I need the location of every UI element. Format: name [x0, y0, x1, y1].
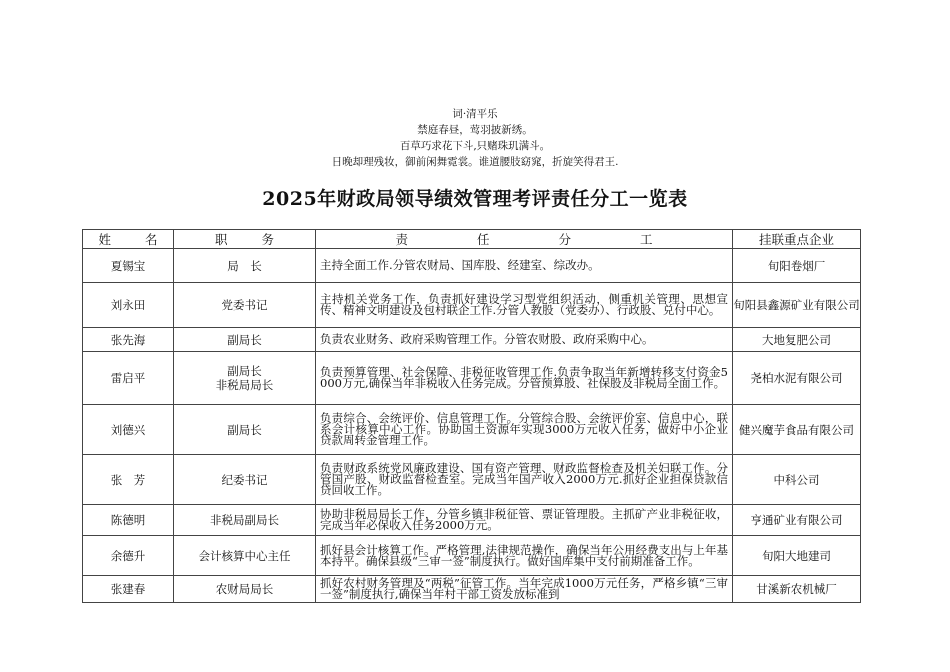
cell-duty: 抓好农村财务管理及“两税”征管工作。当年完成1000万元任务，严格乡镇“三审一签”制度执行,确保当年村干部工资发放标准到 [316, 576, 733, 603]
cell-enterprise: 大地复肥公司 [733, 328, 861, 352]
cell-duty: 协助非税局局长工作，分管乡镇非税征管、票证管理股。主抓矿产业非税征收，完成当年必保收入任务2000万元。 [316, 505, 733, 536]
poem-line: 百草巧求花下斗,只赌珠玑满斗。 [399, 140, 551, 152]
header-position: 职 务 [174, 230, 316, 249]
cell-position: 农财局局长 [174, 576, 316, 603]
cell-enterprise: 尧柏水泥有限公司 [733, 352, 861, 405]
poem-block [0, 106, 950, 170]
table-row [83, 328, 861, 352]
cell-name: 余德升 [83, 536, 174, 576]
table-row [83, 536, 861, 576]
cell-enterprise: 旬阳县鑫源矿业有限公司 [733, 283, 861, 328]
header-enterprise: 挂联重点企业 [733, 230, 861, 249]
cell-duty: 抓好县会计核算工作。严格管理,法律规范操作，确保当年公用经费支出与上年基本持平。确保县级“三审一签”制度执行。做好国库集中支付前期准备工作。 [316, 536, 733, 576]
cell-duty: 负责农业财务、政府采购管理工作。分管农财股、政府采购中心。 [316, 328, 733, 352]
cell-enterprise: 健兴魔芋食品有限公司 [733, 405, 861, 455]
cell-position: 会计核算中心主任 [174, 536, 316, 576]
cell-position: 副局长 非税局局长 [174, 352, 316, 405]
poem-title: 词·清平乐 [452, 108, 498, 120]
cell-enterprise: 中科公司 [733, 455, 861, 505]
cell-name: 刘永田 [83, 283, 174, 328]
cell-enterprise: 旬阳大地建司 [733, 536, 861, 576]
poem-line: 禁庭春昼，莺羽披新绣。 [417, 124, 533, 136]
cell-duty: 负责综合、会统评价、信息管理工作。分管综合股、会统评价室、信息中心，联系会计核算中心工作。协助国土资源年实现3000万元收入任务，做好中小企业贷款周转金管理工作。 [316, 405, 733, 455]
cell-name: 张 芳 [83, 455, 174, 505]
poem-line: 日晚却理残妆，御前闲舞霓裳。谁道腰肢窈窕，折旋笑得君王. [331, 156, 619, 168]
cell-enterprise: 亨通矿业有限公司 [733, 505, 861, 536]
cell-duty: 主持机关党务工作，负责抓好建设学习型党组织活动，侧重机关管理、思想宣传、精神文明建设及包村联企工作.分管人教股（党委办）、行政股、兑付中心。 [316, 283, 733, 328]
document-title: 2025年财政局领导绩效管理考评责任分工一览表 [262, 188, 688, 210]
cell-position: 副局长 [174, 328, 316, 352]
cell-name: 刘德兴 [83, 405, 174, 455]
cell-position: 局 长 [174, 249, 316, 283]
cell-name: 张建春 [83, 576, 174, 603]
cell-duty: 负责财政系统党风廉政建设、国有资产管理、财政监督检查及机关妇联工作。分管国产股、财政监督检查室。完成当年国产收入2000万元.抓好企业担保贷款信贷回收工作。 [316, 455, 733, 505]
table-row [83, 576, 861, 603]
header-duty: 责 任 分 工 [316, 230, 733, 249]
cell-name: 夏锡宝 [83, 249, 174, 283]
header-name: 姓 名 [83, 230, 174, 249]
cell-name: 雷启平 [83, 352, 174, 405]
cell-position: 副局长 [174, 405, 316, 455]
cell-duty: 负责预算管理、社会保障、非税征收管理工作.负责争取当年新增转移支付资金5000万元,确保当年非税收入任务完成。分管预算股、社保股及非税局全面工作。 [316, 352, 733, 405]
cell-position: 纪委书记 [174, 455, 316, 505]
table-row [83, 405, 861, 455]
table-row [83, 283, 861, 328]
table-row [83, 249, 861, 283]
cell-duty: 主持全面工作.分管农财局、国库股、经建室、综改办。 [316, 249, 733, 283]
cell-enterprise: 旬阳卷烟厂 [733, 249, 861, 283]
cell-enterprise: 甘溪新农机械厂 [733, 576, 861, 603]
responsibility-table [82, 229, 861, 603]
cell-name: 张先海 [83, 328, 174, 352]
table-row [83, 505, 861, 536]
table-row [83, 352, 861, 405]
table-row [83, 455, 861, 505]
cell-position: 非税局副局长 [174, 505, 316, 536]
cell-position: 党委书记 [174, 283, 316, 328]
cell-name: 陈德明 [83, 505, 174, 536]
table-header-row [83, 230, 861, 249]
